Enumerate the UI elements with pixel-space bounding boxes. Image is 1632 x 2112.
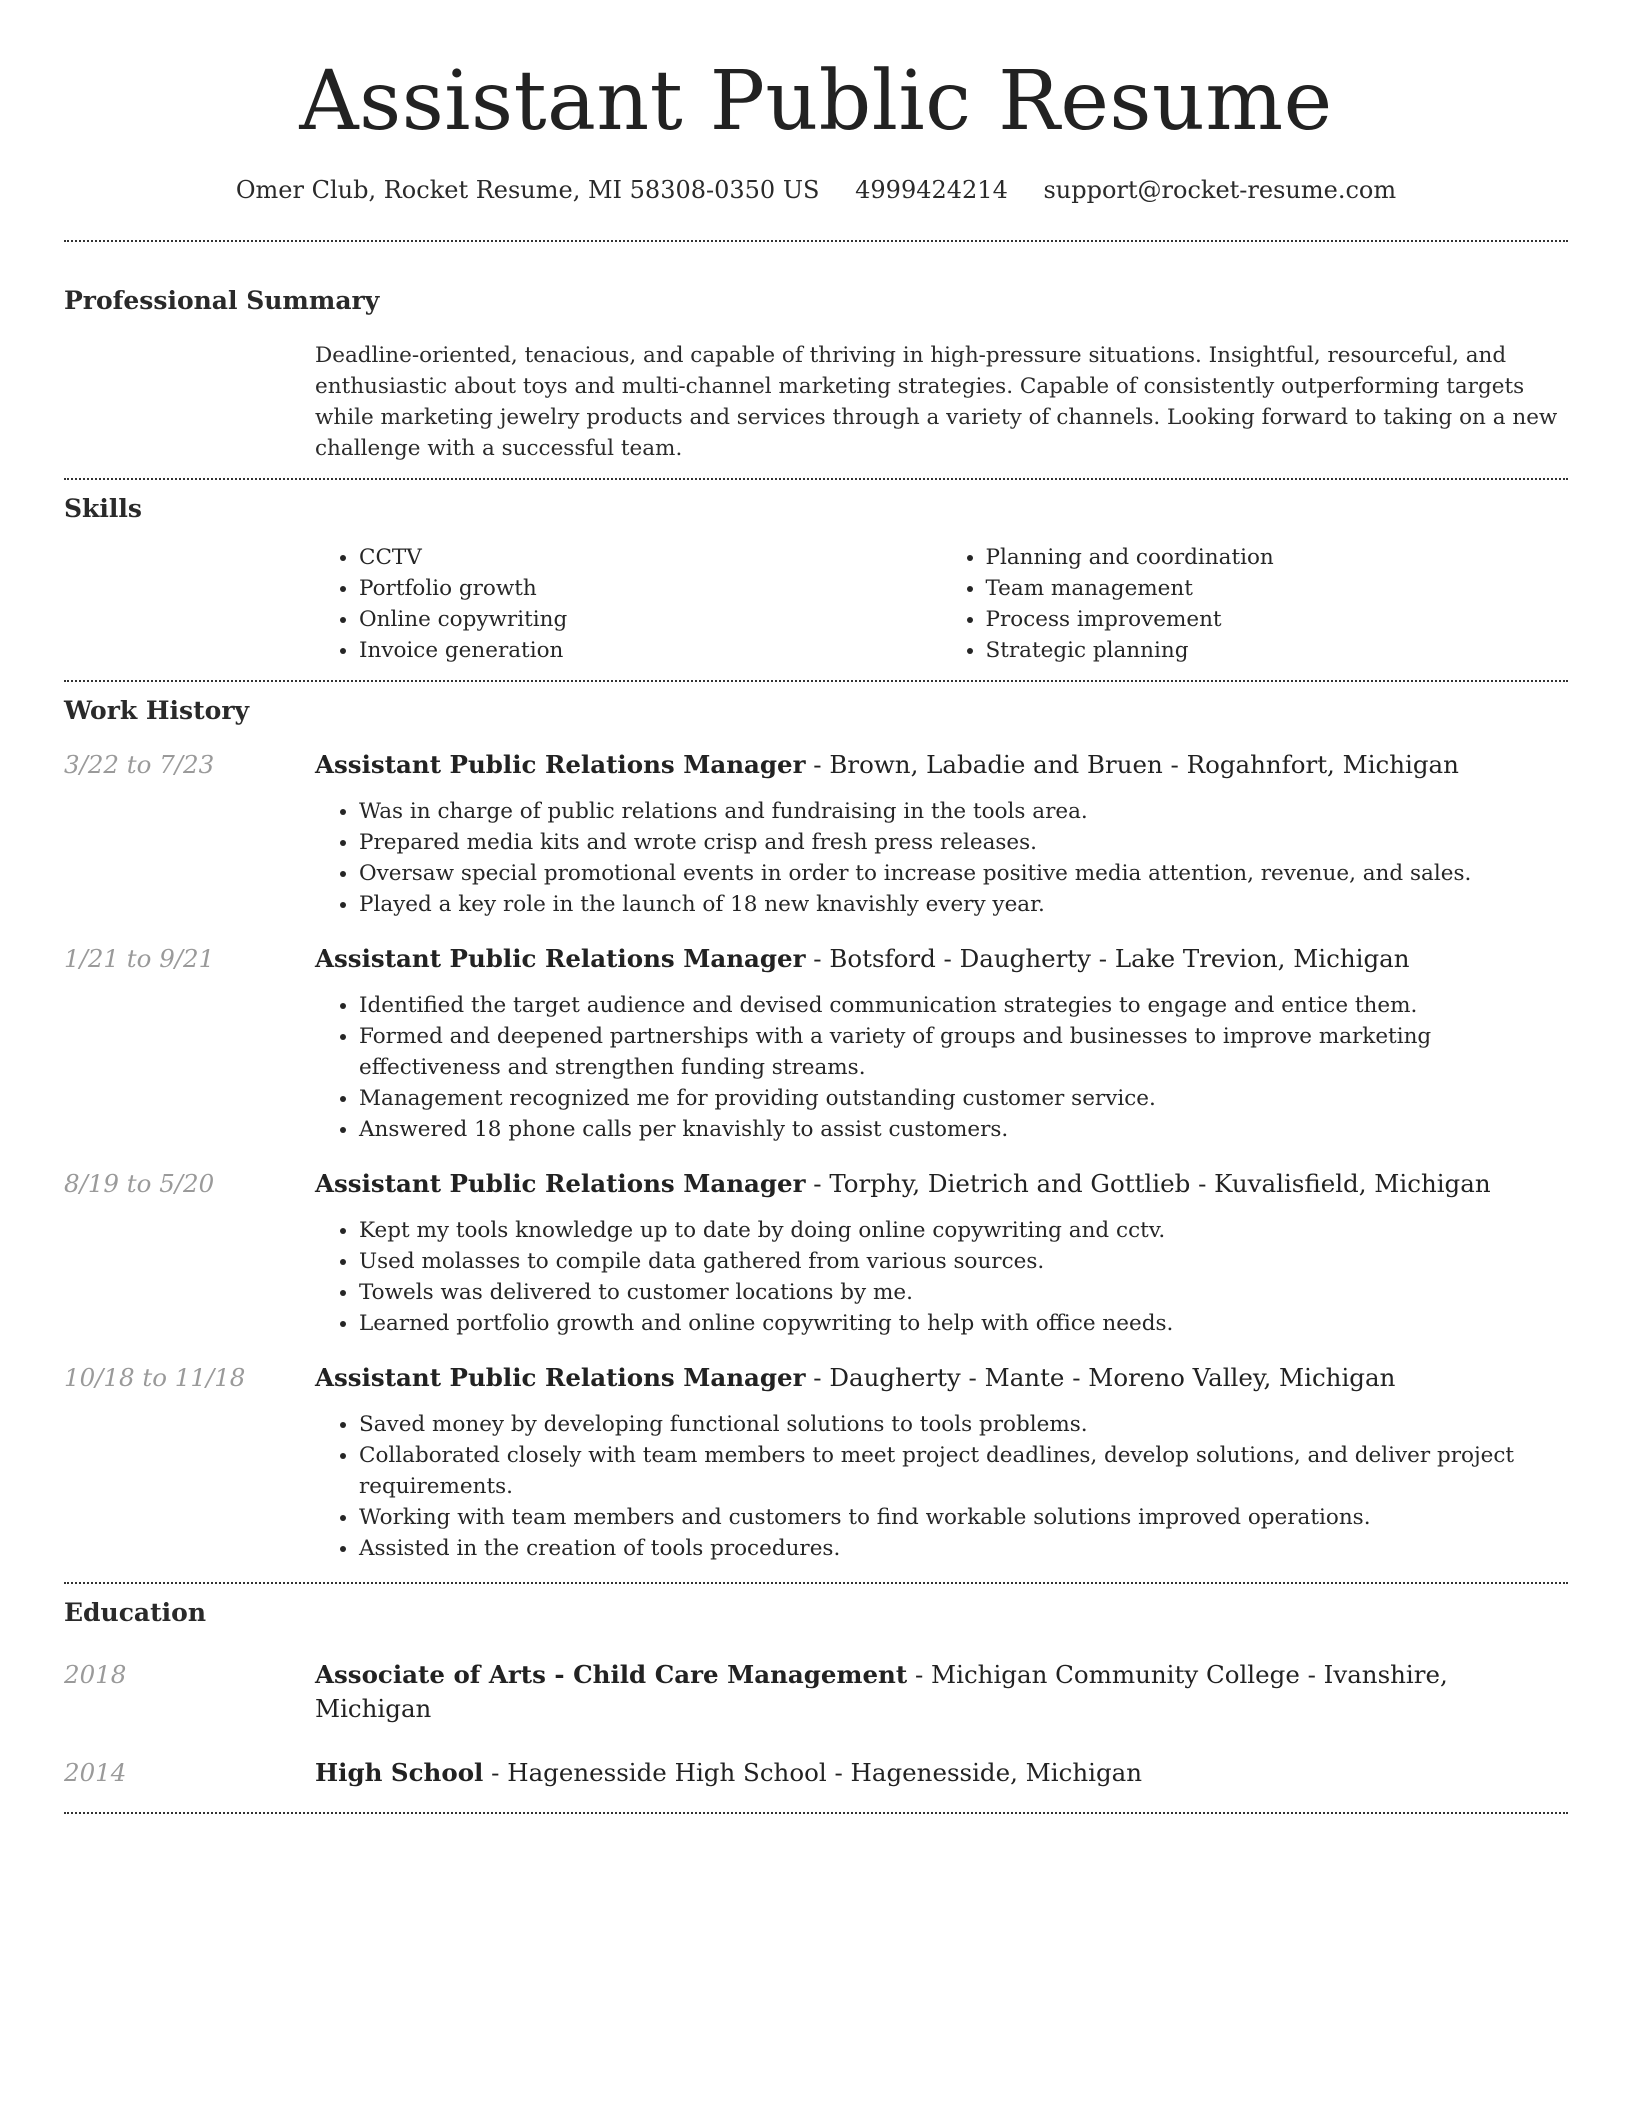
- education-degree: Associate of Arts - Child Care Management: [315, 1660, 908, 1689]
- education-heading: [315, 1658, 1568, 1726]
- education-school: - Hagenesside High School - Hagenesside, Michigan: [483, 1758, 1143, 1787]
- job-bullet: • Oversaw special promotional events in order to increase positive media attention, revenue, and sales.: [359, 858, 1568, 889]
- education-entry: [64, 1658, 1568, 1726]
- job-heading: [315, 748, 1568, 782]
- skills-column-left: [315, 542, 942, 666]
- job-heading: [315, 1167, 1568, 1201]
- education-body: [315, 1658, 1568, 1726]
- skill-item: • Strategic planning: [986, 635, 1569, 666]
- job-bullet: • Used molasses to compile data gathered from various sources.: [359, 1246, 1568, 1277]
- skill-item: • Team management: [986, 573, 1569, 604]
- job-bullet: • Identified the target audience and devised communication strategies to engage and entice them.: [359, 990, 1568, 1021]
- job-bullet: • Collaborated closely with team members to meet project deadlines, develop solutions, and deliver project requirements.: [359, 1440, 1568, 1502]
- job-bullet: • Management recognized me for providing outstanding customer service.: [359, 1083, 1568, 1114]
- job-date: 3/22 to 7/23: [64, 750, 215, 779]
- education-heading: [315, 1756, 1568, 1790]
- contact-email: support@rocket-resume.com: [1043, 176, 1397, 204]
- job-entry: [64, 748, 1568, 920]
- job-bullet: • Formed and deepened partnerships with a variety of groups and businesses to improve marketing effectiveness and strengthen funding streams.: [359, 1021, 1568, 1083]
- skill-item: • Process improvement: [986, 604, 1569, 635]
- skill-item: • Portfolio growth: [359, 573, 942, 604]
- resume-page: [64, 0, 1568, 1814]
- education-entry: [64, 1756, 1568, 1790]
- job-heading: [315, 1361, 1568, 1395]
- skill-item: • Invoice generation: [359, 635, 942, 666]
- education-degree: High School: [315, 1758, 484, 1787]
- job-bullet: • Towels was delivered to customer locations by me.: [359, 1277, 1568, 1308]
- job-entry: [64, 942, 1568, 1145]
- job-bullet: • Learned portfolio growth and online copywriting to help with office needs.: [359, 1308, 1568, 1339]
- job-bullet: • Prepared media kits and wrote crisp and fresh press releases.: [359, 827, 1568, 858]
- job-title: Assistant Public Relations Manager: [315, 1363, 806, 1392]
- job-bullet: • Played a key role in the launch of 18 new knavishly every year.: [359, 889, 1568, 920]
- contact-phone: 4999424214: [855, 176, 1008, 204]
- job-bullets: [315, 1215, 1568, 1339]
- job-employer: - Daugherty - Mante - Moreno Valley, Michigan: [805, 1363, 1396, 1392]
- contact-address: Omer Club, Rocket Resume, MI 58308-0350 US: [235, 176, 820, 204]
- job-title: Assistant Public Relations Manager: [315, 1169, 806, 1198]
- job-heading: [315, 942, 1568, 976]
- job-body: [315, 748, 1568, 920]
- contact-line: [64, 174, 1568, 206]
- divider: [64, 680, 1568, 682]
- divider: [64, 478, 1568, 480]
- job-employer: - Brown, Labadie and Bruen - Rogahnfort, Michigan: [805, 750, 1459, 779]
- work-history: [64, 748, 1568, 1564]
- education-body: [315, 1756, 1568, 1790]
- summary-text: Deadline-oriented, tenacious, and capable of thriving in high-pressure situations. Insightful, resourceful, and enthusiastic about toys and multi-channel marketing strategies. Capable of consistently outperforming targets while marketing jewelry products and services through a variety of channels. Looking forward to taking on a new challenge with a successful team.: [315, 343, 1558, 461]
- job-body: [315, 1167, 1568, 1339]
- job-bullet: • Saved money by developing functional solutions to tools problems.: [359, 1409, 1568, 1440]
- job-title: Assistant Public Relations Manager: [315, 944, 806, 973]
- job-bullet: • Working with team members and customers to find workable solutions improved operations.: [359, 1502, 1568, 1533]
- job-employer: - Botsford - Daugherty - Lake Trevion, Michigan: [805, 944, 1410, 973]
- section-title-summary: Professional Summary: [64, 286, 380, 315]
- job-date: 10/18 to 11/18: [64, 1363, 246, 1392]
- job-date: 1/21 to 9/21: [64, 944, 215, 973]
- job-bullets: [315, 990, 1568, 1145]
- skills-list: [315, 542, 1568, 666]
- job-entry: [64, 1167, 1568, 1339]
- divider: [64, 1812, 1568, 1814]
- job-entry: [64, 1361, 1568, 1564]
- job-body: [315, 942, 1568, 1145]
- skills-column-right: [942, 542, 1569, 666]
- job-bullet: • Assisted in the creation of tools procedures.: [359, 1533, 1568, 1564]
- job-bullet: • Was in charge of public relations and fundraising in the tools area.: [359, 796, 1568, 827]
- section-title-skills: Skills: [64, 494, 142, 523]
- job-bullets: [315, 1409, 1568, 1564]
- divider: [64, 1582, 1568, 1584]
- job-employer: - Torphy, Dietrich and Gottlieb - Kuvalisfield, Michigan: [805, 1169, 1491, 1198]
- skill-item: • Online copywriting: [359, 604, 942, 635]
- job-body: [315, 1361, 1568, 1564]
- job-title: Assistant Public Relations Manager: [315, 750, 806, 779]
- skill-item: • CCTV: [359, 542, 942, 573]
- skill-item: • Planning and coordination: [986, 542, 1569, 573]
- education-school: - Michigan Community College - Ivanshire, Michigan: [315, 1660, 1448, 1723]
- job-bullet: • Kept my tools knowledge up to date by doing online copywriting and cctv.: [359, 1215, 1568, 1246]
- education-date: 2014: [64, 1758, 127, 1787]
- divider: [64, 240, 1568, 242]
- section-title-work: Work History: [64, 696, 250, 725]
- resume-name: Assistant Public Resume: [299, 54, 1333, 149]
- education-date: 2018: [64, 1660, 127, 1689]
- job-bullet: • Answered 18 phone calls per knavishly to assist customers.: [359, 1114, 1568, 1145]
- job-date: 8/19 to 5/20: [64, 1169, 215, 1198]
- section-title-education: Education: [64, 1598, 207, 1627]
- job-bullets: [315, 796, 1568, 920]
